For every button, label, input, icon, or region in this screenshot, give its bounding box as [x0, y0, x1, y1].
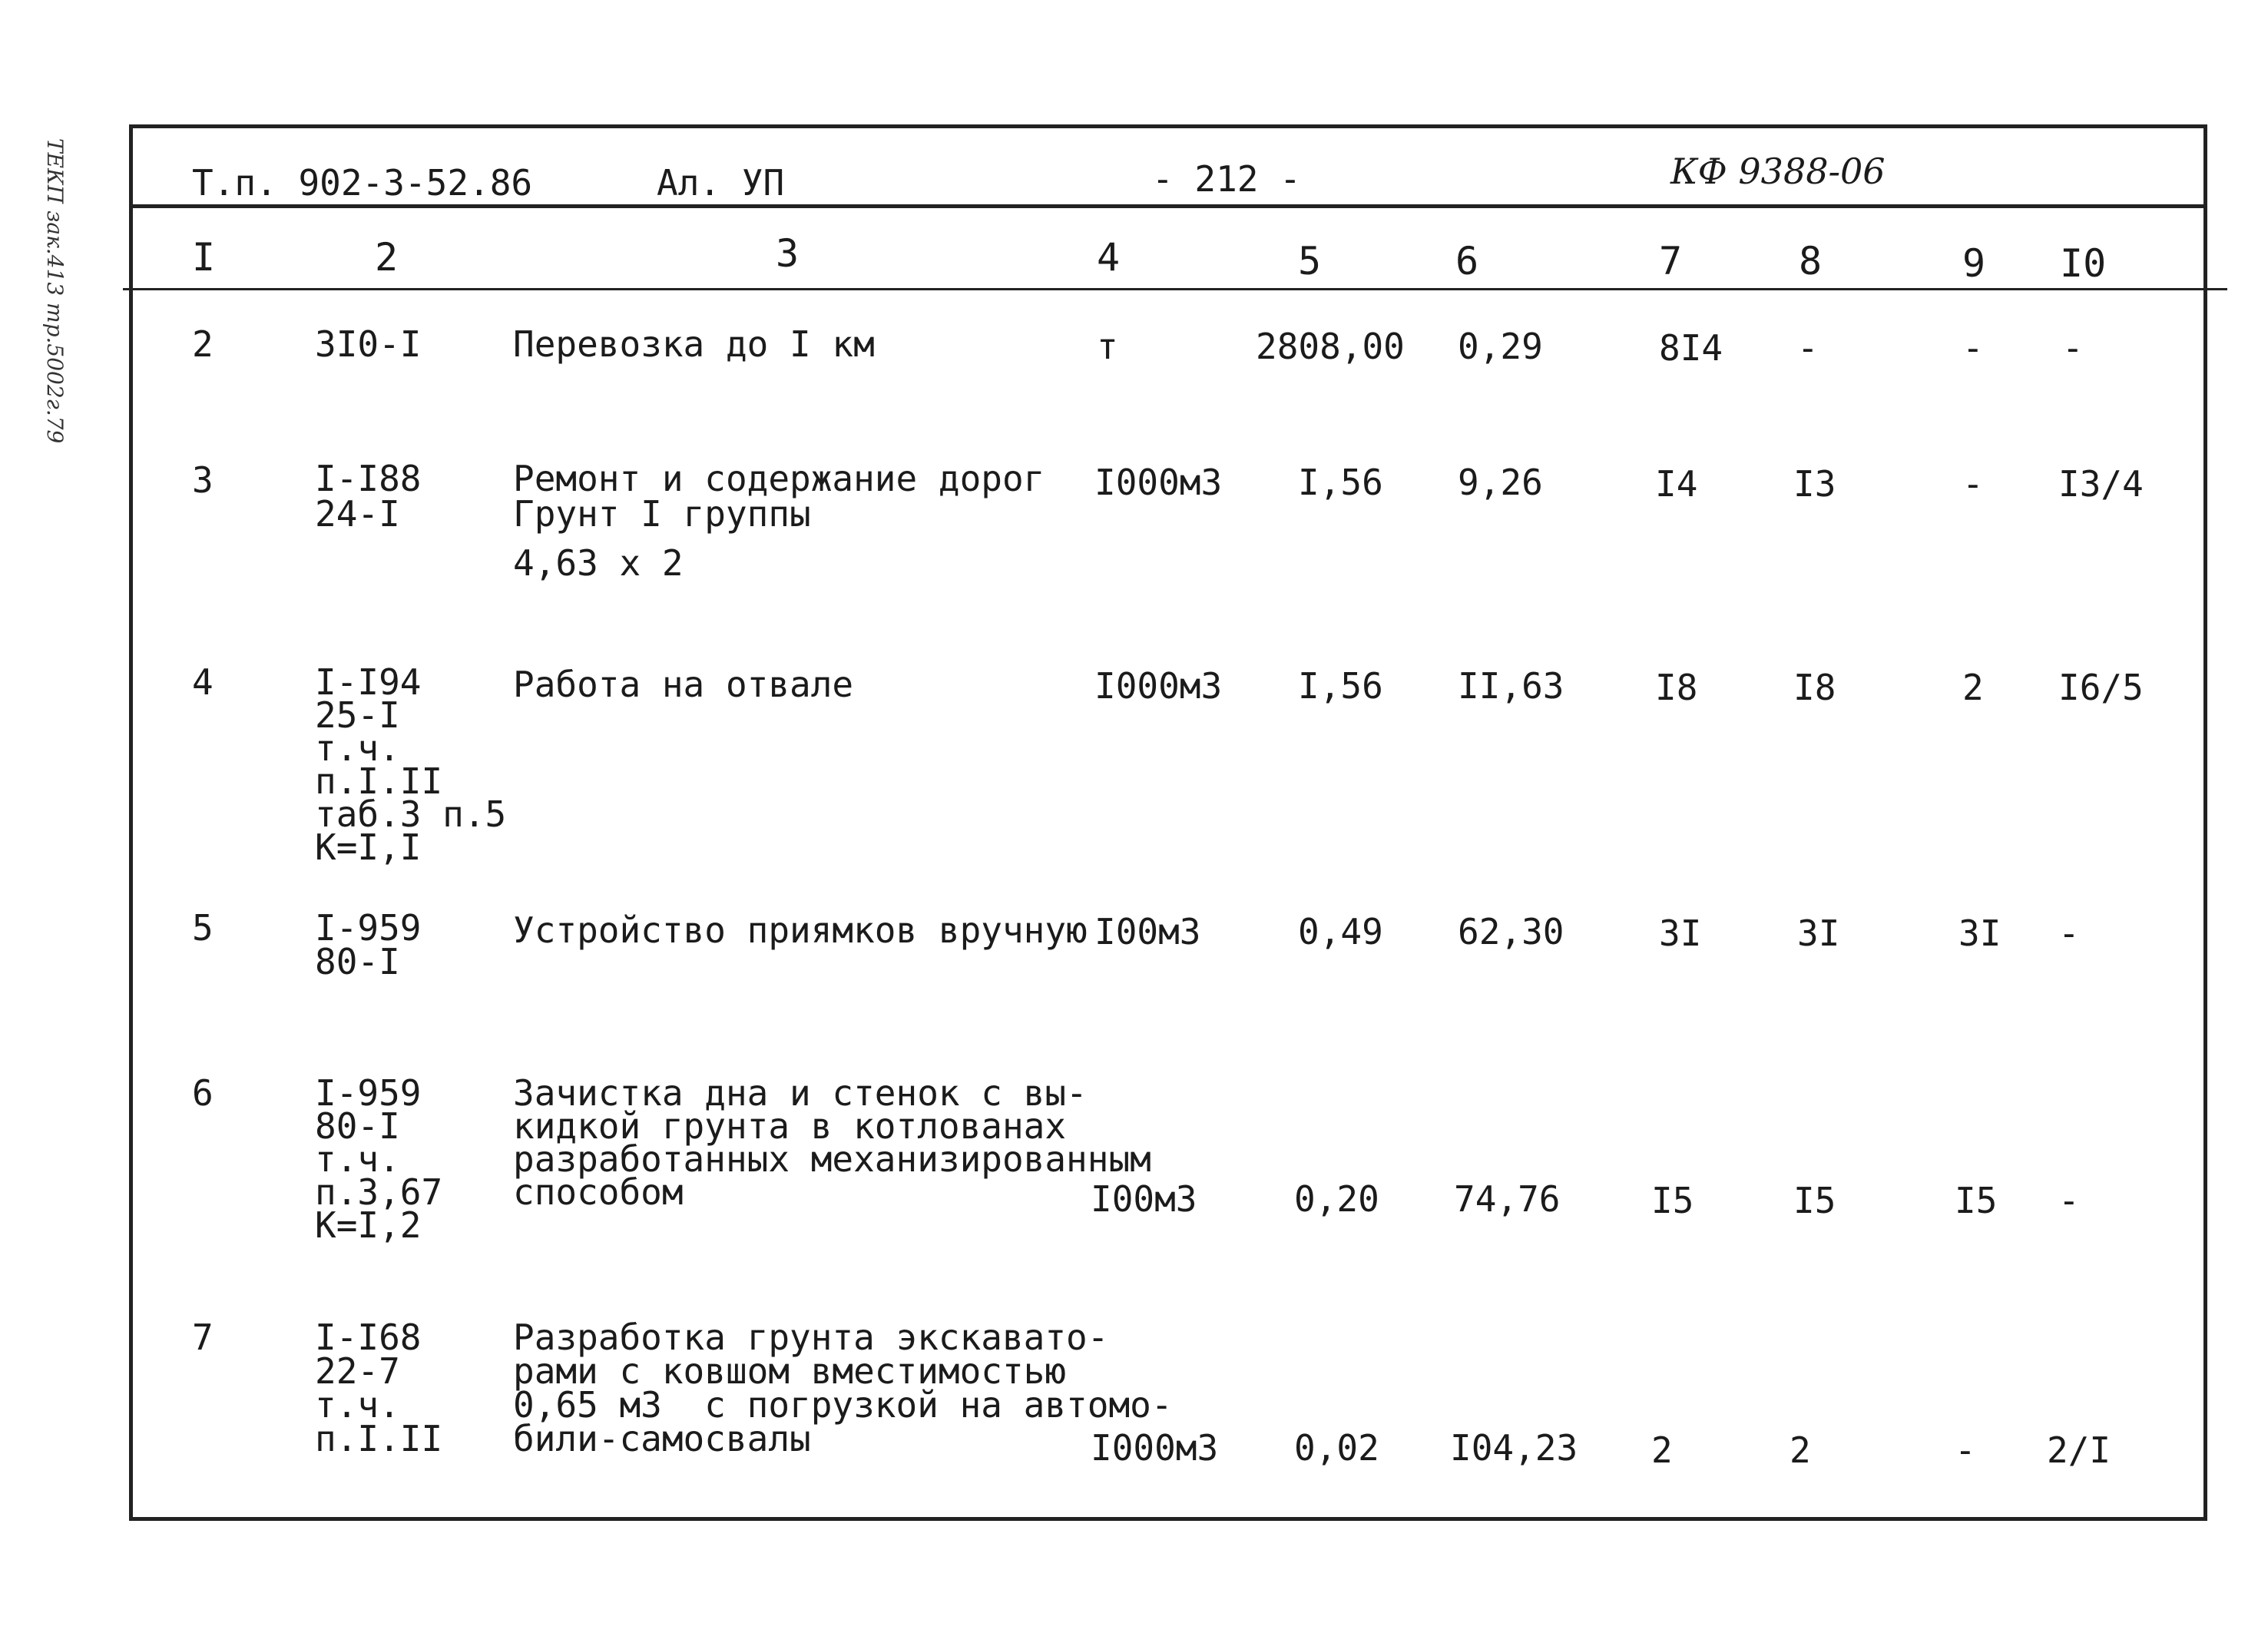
side-annotation: ТЕКП зак.413 тр.5002г.79	[42, 138, 68, 444]
col-num-9: 9	[1962, 241, 1986, 286]
col10-value: I3/4	[2058, 463, 2144, 505]
col8-value: I8	[1793, 667, 1836, 708]
col8-value: 3I	[1797, 913, 1840, 954]
work-description: способом	[513, 1171, 684, 1213]
norm-reference: таб.3 п.5	[315, 793, 507, 835]
col-num-7: 7	[1659, 239, 1683, 283]
col7-value: I4	[1655, 463, 1698, 505]
col8-value: -	[1797, 327, 1819, 369]
col10-value: I6/5	[2058, 667, 2144, 708]
row-number: 5	[192, 907, 214, 949]
work-description: Работа на отвале	[513, 664, 854, 705]
norm-reference: К=I,I	[315, 826, 422, 868]
work-description: Грунт I группы	[513, 493, 811, 535]
quantity: I,56	[1298, 665, 1383, 707]
col9-value: -	[1962, 463, 1984, 505]
norm-reference: т.ч.	[315, 1138, 400, 1180]
col9-value: -	[1955, 1429, 1976, 1471]
quantity: I,56	[1298, 462, 1383, 503]
col7-value: I5	[1651, 1180, 1694, 1221]
work-description: разработанных механизированным	[513, 1138, 1151, 1180]
norm-reference: I-I94	[315, 661, 422, 703]
quantity: 2808,00	[1256, 326, 1405, 367]
col-num-4: 4	[1097, 235, 1121, 280]
series-number: Т.п. 902-3-52.86	[192, 162, 533, 204]
col10-value: -	[2058, 1180, 2080, 1221]
work-description: Зачистка дна и стенок с вы-	[513, 1072, 1088, 1114]
norm-reference: п.3,67	[315, 1171, 443, 1213]
col-num-1: I	[192, 235, 216, 280]
row-number: 4	[192, 661, 214, 703]
col7-value: 8I4	[1659, 327, 1723, 369]
row-number: 6	[192, 1072, 214, 1114]
norm-reference: т.ч.	[315, 1384, 400, 1426]
col-num-6: 6	[1455, 239, 1479, 283]
norm-reference: п.I.II	[315, 760, 443, 802]
album-label: Ал. УП	[657, 162, 785, 204]
row-number: 3	[192, 459, 214, 501]
work-description: били-самосвалы	[513, 1418, 811, 1459]
col9-value: 3I	[1958, 913, 2001, 954]
work-description: Разработка грунта экскавато-	[513, 1317, 1109, 1358]
work-description: Ремонт и содержание дорог	[513, 458, 1045, 499]
quantity: 0,02	[1294, 1427, 1379, 1469]
work-description: Устройство приямков вручную	[513, 909, 1088, 951]
norm-reference: 25-I	[315, 694, 400, 736]
row-number: 7	[192, 1317, 214, 1358]
col10-value: -	[2058, 913, 2080, 954]
unit-rate: 74,76	[1454, 1178, 1561, 1220]
norm-reference: I-I88	[315, 458, 422, 499]
work-description: кидкой грунта в котлованах	[513, 1105, 1067, 1147]
unit-rate: 62,30	[1458, 911, 1564, 952]
col9-value: -	[1962, 327, 1984, 369]
document-code: КФ 9388-06	[1670, 151, 1886, 192]
norm-reference: I-I68	[315, 1317, 422, 1358]
col10-value: 2/I	[2047, 1429, 2111, 1471]
work-description: Перевозка до I км	[513, 323, 875, 365]
unit: I00м3	[1091, 1178, 1197, 1220]
col9-value: I5	[1955, 1180, 1998, 1221]
norm-reference: К=I,2	[315, 1204, 422, 1246]
unit-rate: 9,26	[1458, 462, 1543, 503]
col-num-10: I0	[2060, 241, 2107, 286]
norm-reference: т.ч.	[315, 727, 400, 769]
column-header-divider	[123, 288, 2227, 290]
col-num-8: 8	[1799, 239, 1823, 283]
unit: I000м3	[1091, 1427, 1219, 1469]
col-num-3: 3	[776, 231, 800, 276]
norm-reference: 80-I	[315, 1105, 400, 1147]
norm-reference: I-959	[315, 907, 422, 949]
unit-rate: II,63	[1458, 665, 1564, 707]
norm-reference: 22-7	[315, 1350, 400, 1392]
calculation-note: 4,63 х 2	[513, 542, 684, 584]
col7-value: 2	[1651, 1429, 1673, 1471]
norm-reference: п.I.II	[315, 1418, 443, 1459]
col-num-2: 2	[375, 235, 399, 280]
col8-value: I5	[1793, 1180, 1836, 1221]
norm-reference: I-959	[315, 1072, 422, 1114]
norm-reference: 24-I	[315, 493, 400, 535]
col9-value: 2	[1962, 667, 1984, 708]
col7-value: I8	[1655, 667, 1698, 708]
work-description: рами с ковшом вместимостью	[513, 1350, 1067, 1392]
col-num-5: 5	[1298, 239, 1322, 283]
quantity: 0,49	[1298, 911, 1383, 952]
col10-value: -	[2062, 327, 2084, 369]
col8-value: 2	[1790, 1429, 1811, 1471]
norm-reference: 3I0-I	[315, 323, 422, 365]
col7-value: 3I	[1659, 913, 1702, 954]
norm-reference: 80-I	[315, 941, 400, 982]
quantity: 0,20	[1294, 1178, 1379, 1220]
unit: I000м3	[1094, 665, 1223, 707]
work-description: 0,65 м3 с погрузкой на автомо-	[513, 1384, 1173, 1426]
page-number: - 212 -	[1152, 158, 1301, 200]
unit-rate: I04,23	[1450, 1427, 1578, 1469]
unit: I000м3	[1094, 462, 1223, 503]
unit: т	[1097, 326, 1118, 367]
unit: I00м3	[1094, 911, 1201, 952]
unit-rate: 0,29	[1458, 326, 1543, 367]
col8-value: I3	[1793, 463, 1836, 505]
header-divider	[129, 204, 2207, 208]
row-number: 2	[192, 323, 214, 365]
